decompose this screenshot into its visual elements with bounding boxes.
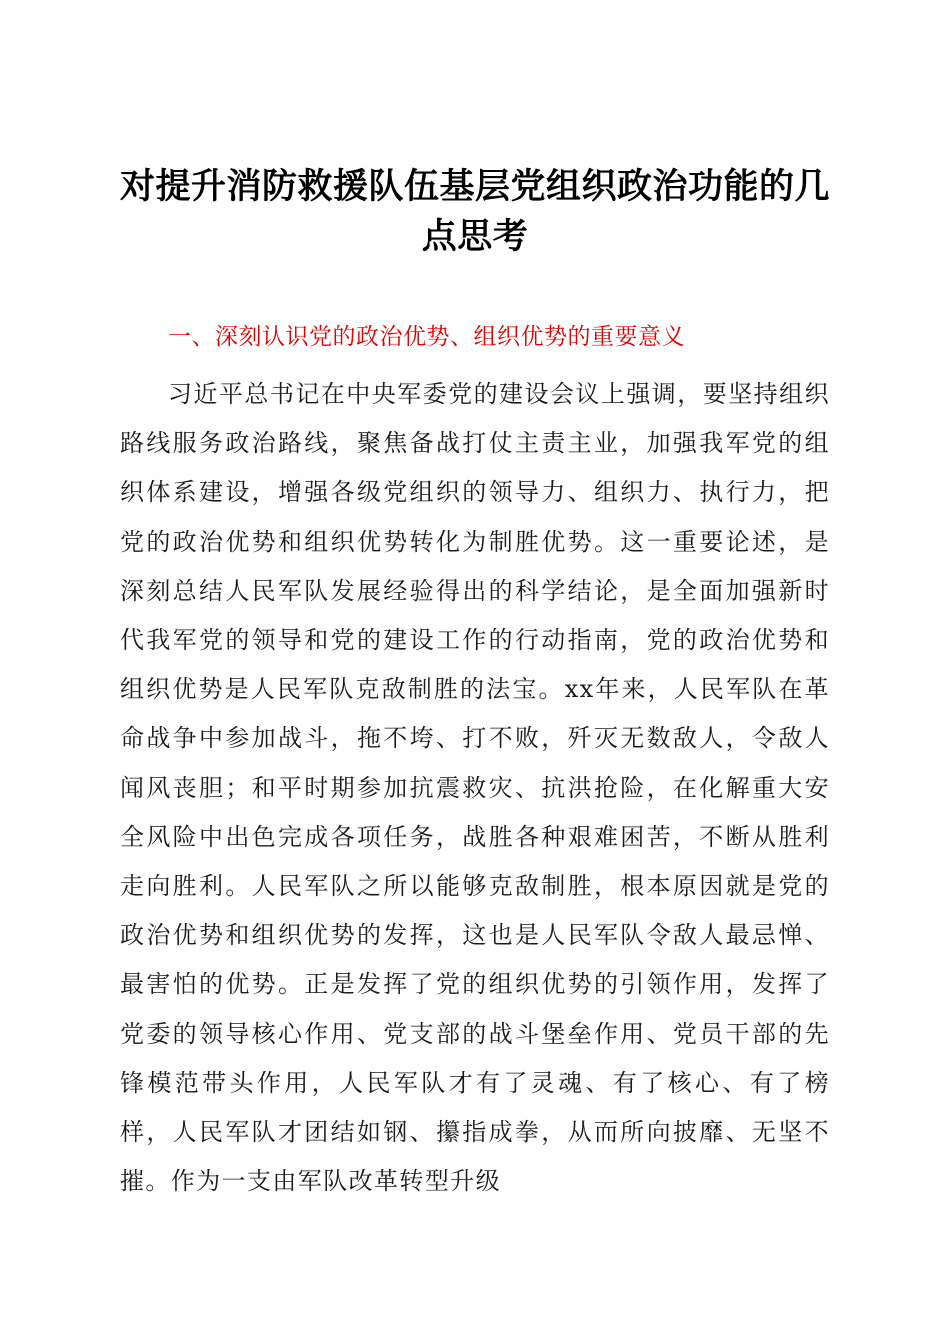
section-heading: 一、深刻认识党的政治优势、组织优势的重要意义 xyxy=(168,324,685,350)
body-paragraph: 习近平总书记在中央军委党的建设会议上强调，要坚持组织路线服务政治路线，聚焦备战打仗主责主业，加强我军党的组织体系建设，增强各级党组织的领导力、组织力、执行力，把党的政治优势和组织优势转化为制胜优势。这一重要论述，是深刻总结人民军队发展经验得出的科学结论，是全面加强新时代我军党的领导和党的建设工作的行动指南，党的政治优势和组织优势是人民军队克敌制胜的法宝。xx年来，人民军队在革命战争中参加战斗，拖不垮、打不败，歼灭无数敌人，令敌人闻风丧胆；和平时期参加抗震救灾、抗洪抢险，在化解重大安全风险中出色完成各项任务，战胜各种艰难困苦，不断从胜利走向胜利。人民军队之所以能够克敌制胜，根本原因就是党的政治优势和组织优势的发挥，这也是人民军队令敌人最忌惮、最害怕的优势。正是发挥了党的组织优势的引领作用，发挥了党委的领导核心作用、党支部的战斗堡垒作用、党员干部的先锋模范带头作用，人民军队才有了灵魂、有了核心、有了榜样，人民军队才团结如钢、攥指成拳，从而所向披靡、无坚不摧。作为一支由军队改革转型升级 xyxy=(120,380,830,1196)
document-title: 对提升消防救援队伍基层党组织政治功能的几点思考 xyxy=(119,166,830,257)
